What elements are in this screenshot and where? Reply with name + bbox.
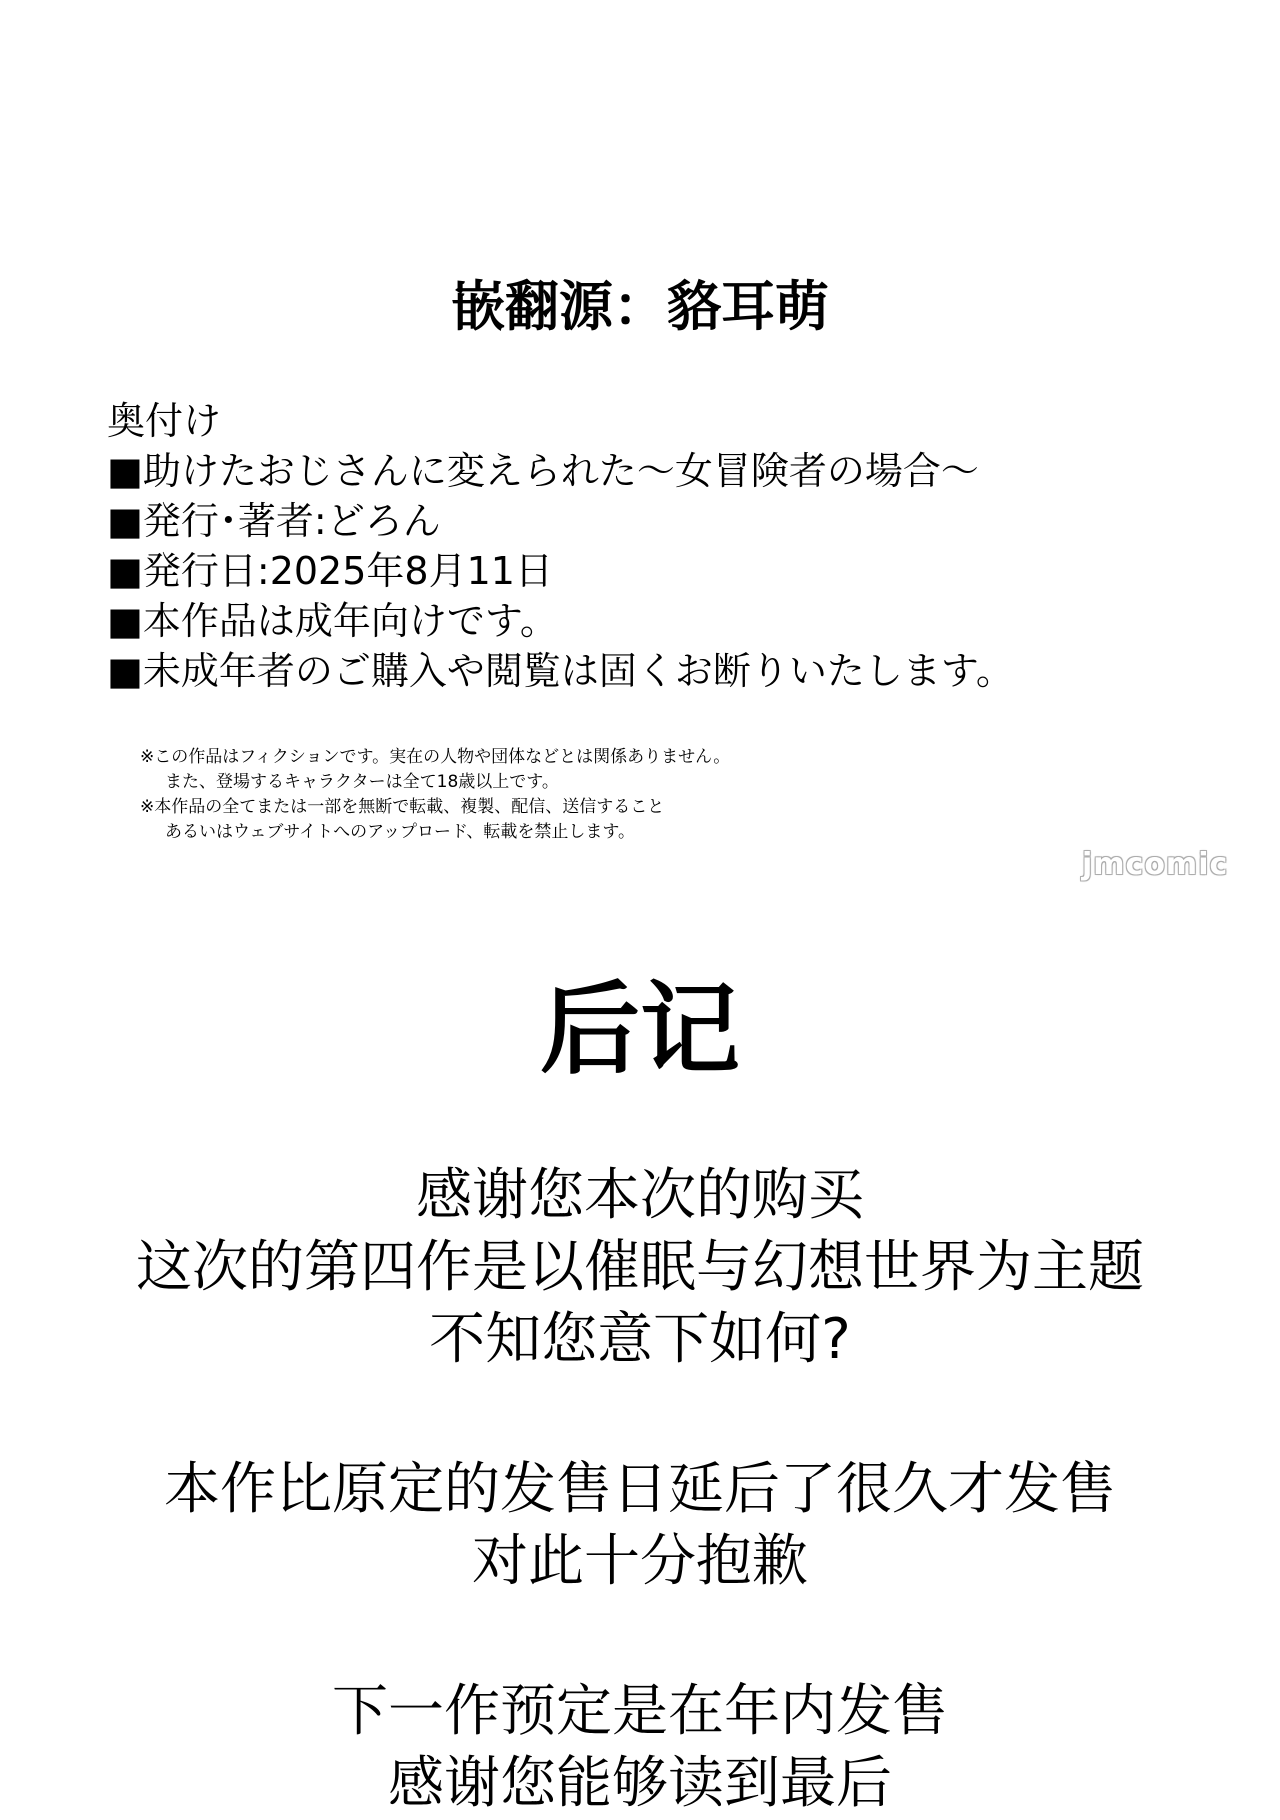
afterword-line: 这次的第四作是以催眠与幻想世界为主题 [136, 1235, 1144, 1300]
colophon-date-line: ■発行日:2025年8月11日 [107, 549, 553, 593]
afterword-line: 感谢您能够读到最后 [388, 1751, 892, 1816]
disclaimer-notes [140, 745, 1040, 845]
afterword-line: 下一作预定是在年内发售 [332, 1679, 948, 1744]
afterword-line: 本作比原定的发售日延后了很久才发售 [164, 1457, 1116, 1522]
disclaimer-note: ※この作品はフィクションです。実在の人物や団体などとは関係ありません。 [140, 747, 731, 767]
afterword-title: 后记 [540, 971, 740, 1088]
watermark-logo: jmcomic [1082, 847, 1229, 882]
afterword-line: 感谢您本次的购买 [416, 1163, 864, 1228]
colophon-title-line: ■助けたおじさんに変えられた～女冒険者の場合～ [107, 449, 979, 493]
colophon-adult-line: ■本作品は成年向けです。 [107, 599, 558, 643]
colophon-minor-line: ■未成年者のご購入や閲覧は固くお断りいたします。 [107, 649, 1014, 693]
colophon [107, 396, 1227, 696]
translation-credit: 嵌翻源：貉耳萌 [451, 275, 829, 338]
afterword-line: 对此十分抱歉 [472, 1529, 808, 1594]
afterword-body [0, 1160, 1280, 1820]
paragraph-gap [0, 1376, 1280, 1454]
paragraph-gap [0, 1598, 1280, 1676]
colophon-heading: 奥付け [107, 399, 222, 443]
disclaimer-note: あるいはウェブサイトへのアップロード、転載を禁止します。 [165, 822, 636, 842]
disclaimer-note: また、登場するキャラクターは全て18歳以上です。 [165, 772, 559, 792]
disclaimer-note: ※本作品の全てまたは一部を無断で転載、複製、配信、送信すること [140, 797, 665, 817]
afterword-line: 不知您意下如何? [429, 1307, 851, 1372]
colophon-author-line: ■発行･著者:どろん [107, 499, 441, 543]
